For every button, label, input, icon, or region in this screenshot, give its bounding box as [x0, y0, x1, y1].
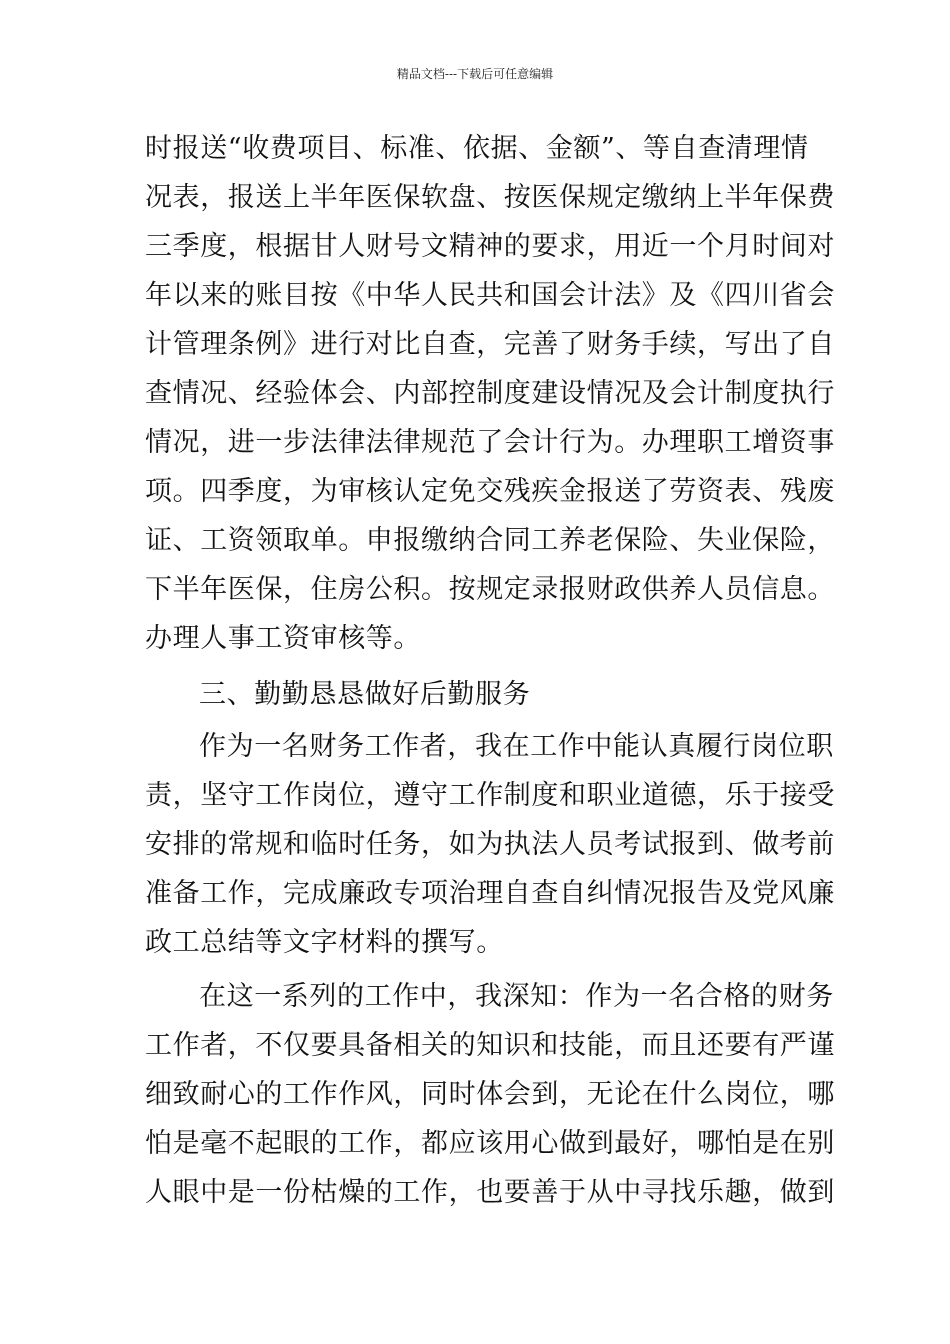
- text-line: 作为一名财务工作者，我在工作中能认真履行岗位职: [199, 731, 834, 762]
- text-line: 办理人事工资审核等。: [145, 623, 421, 654]
- text-line: 人眼中是一份枯燥的工作，也要善于从中寻找乐趣，做到: [145, 1177, 835, 1208]
- text-line: 计管理条例》进行对比自查，完善了财务手续，写出了自: [145, 329, 835, 360]
- text-line: 准备工作，完成廉政专项治理自查自纠情况报告及党风廉: [145, 878, 835, 909]
- page-header: 精品文档---下载后可任意编辑: [396, 67, 554, 81]
- text-line: 查情况、经验体会、内部控制度建设情况及会计制度执行: [145, 378, 835, 409]
- text-line: 工作者，不仅要具备相关的知识和技能，而且还要有严谨: [145, 1030, 835, 1061]
- text-line: 时报送“收费项目、标准、依据、金额”、等自查清理情: [145, 133, 809, 164]
- text-line: 三季度，根据甘人财号文精神的要求，用近一个月时间对: [145, 231, 835, 262]
- text-line: 在这一系列的工作中，我深知：作为一名合格的财务: [199, 981, 834, 1012]
- text-line: 情况，进一步法律法律规范了会计行为。办理职工增资事: [145, 427, 835, 458]
- text-line: 细致耐心的工作作风，同时体会到，无论在什么岗位，哪: [145, 1079, 835, 1110]
- text-line: 年以来的账目按《中华人民共和国会计法》及《四川省会: [145, 280, 835, 311]
- text-line: 下半年医保，住房公积。按规定录报财政供养人员信息。: [145, 574, 835, 605]
- text-line: 安排的常规和临时任务，如为执法人员考试报到、做考前: [145, 829, 835, 860]
- text-line: 证、工资领取单。申报缴纳合同工养老保险、失业保险，: [145, 525, 835, 556]
- text-line: 怕是毫不起眼的工作，都应该用心做到最好，哪怕是在别: [145, 1128, 835, 1159]
- section-heading: 三、勤勤恳恳做好后勤服务: [199, 679, 531, 710]
- text-line: 项。四季度，为审核认定免交残疾金报送了劳资表、残废: [145, 476, 835, 507]
- text-line: 政工总结等文字材料的撰写。: [145, 927, 504, 958]
- text-line: 责，坚守工作岗位，遵守工作制度和职业道德，乐于接受: [145, 780, 835, 811]
- text-line: 况表，报送上半年医保软盘、按医保规定缴纳上半年保费: [145, 182, 835, 213]
